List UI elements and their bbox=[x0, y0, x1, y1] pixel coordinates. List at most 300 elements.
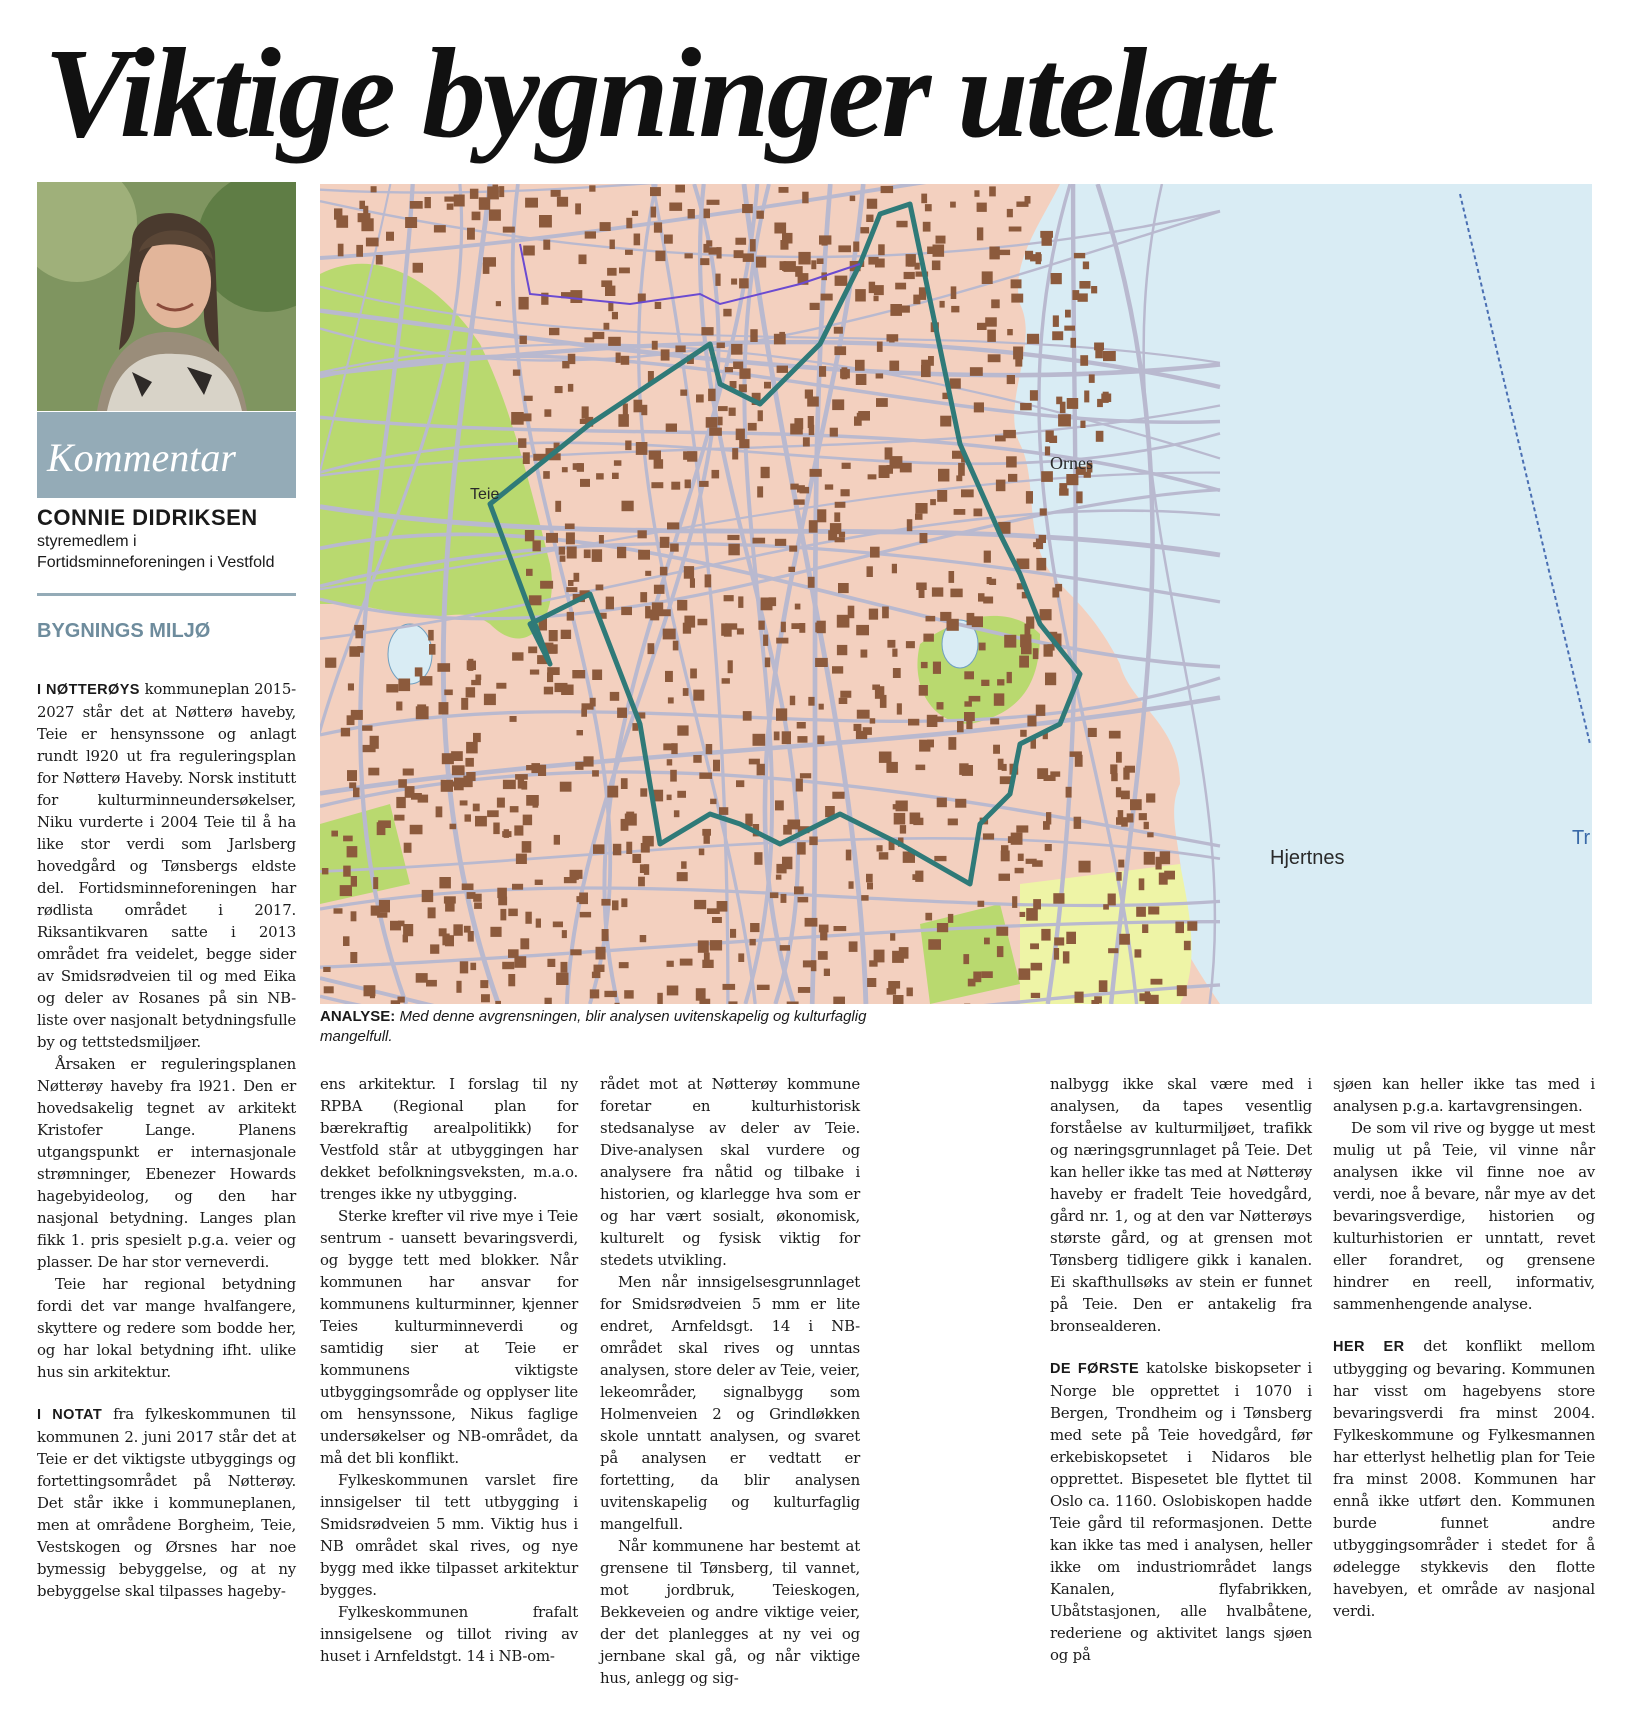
map-building bbox=[460, 961, 468, 973]
map-building bbox=[940, 301, 945, 308]
map-building bbox=[708, 389, 716, 401]
map-building bbox=[737, 628, 744, 634]
map-building bbox=[612, 900, 619, 910]
map-building bbox=[887, 465, 894, 474]
map-building bbox=[690, 578, 695, 588]
map-building bbox=[470, 189, 479, 199]
map-building bbox=[497, 888, 507, 898]
map-building bbox=[887, 640, 895, 648]
map-building bbox=[893, 804, 905, 809]
map-building bbox=[530, 670, 539, 675]
map-building bbox=[928, 939, 941, 950]
lead-in: I NOTAT bbox=[37, 1407, 103, 1423]
map-building bbox=[604, 323, 610, 330]
map-building bbox=[925, 204, 932, 211]
map-building bbox=[621, 607, 632, 615]
map-building bbox=[1094, 996, 1102, 1003]
kommentar-label: Kommentar bbox=[47, 435, 236, 480]
map-building bbox=[667, 759, 673, 765]
map-building bbox=[470, 963, 476, 970]
author-photo bbox=[37, 182, 296, 411]
map-building bbox=[887, 988, 897, 995]
map-building bbox=[725, 367, 733, 372]
map-building bbox=[912, 874, 920, 880]
map-building bbox=[948, 819, 958, 826]
map-building bbox=[576, 896, 585, 902]
caption-text: Med denne avgrensningen, blir analysen uvitenskapelig og kulturfaglig mangelfull. bbox=[320, 1008, 867, 1045]
map-building bbox=[731, 344, 742, 355]
map-building bbox=[763, 635, 768, 646]
map-building bbox=[1148, 907, 1159, 915]
map-building bbox=[797, 736, 807, 743]
map-building bbox=[667, 522, 679, 529]
map-building bbox=[819, 366, 826, 377]
map-building bbox=[937, 923, 948, 932]
map-building bbox=[815, 658, 828, 667]
map-building bbox=[696, 394, 704, 402]
map-building bbox=[799, 623, 805, 633]
map-building bbox=[568, 384, 573, 392]
map-building bbox=[667, 795, 672, 801]
map-building bbox=[825, 484, 833, 489]
map-building bbox=[350, 952, 357, 963]
map-building bbox=[567, 547, 577, 559]
map-building bbox=[363, 206, 368, 218]
map-building bbox=[870, 547, 880, 558]
map-building bbox=[1015, 868, 1024, 874]
map-building bbox=[592, 549, 602, 562]
map-building bbox=[480, 980, 488, 988]
map-building bbox=[615, 1003, 620, 1004]
map-building bbox=[840, 369, 850, 378]
map-building bbox=[800, 773, 811, 778]
paragraph-text: kommuneplan 2015-2027 står det at Nøtterø haveby, Teie er hensynssone og anlagt rundt l920 ut fra reguleringsplan for Nøtterø Haveby. Norsk institutt for kulturminneundersøkelser, Niku vurderte i 2004 Teie til å ha like stor verdi som Jarlsberg hovedgård og Tønsbergs eldste del. Fortidsminneforeningen har rødlista området i 2017. Riksantikvaren satte i 2013 området fra veidelet, begge sider av Smidsrødveien til og med Eika og deler av Rosanes på sin NB-liste over nasjonalt betydningsfulle by og tettstedsmiljøer. bbox=[37, 680, 296, 1051]
map-building bbox=[908, 719, 919, 726]
map-building bbox=[404, 843, 412, 853]
map-building bbox=[997, 679, 1004, 685]
map-building bbox=[930, 499, 936, 505]
map-building bbox=[725, 623, 737, 629]
map-building bbox=[1079, 861, 1091, 873]
map-building bbox=[738, 953, 744, 962]
map-building bbox=[739, 368, 750, 379]
map-building bbox=[1051, 273, 1062, 284]
map-building bbox=[522, 413, 532, 421]
map-building bbox=[453, 924, 462, 936]
map-building bbox=[994, 693, 1005, 705]
map-building bbox=[580, 912, 591, 918]
map-building bbox=[1139, 813, 1147, 820]
map-building bbox=[1041, 929, 1050, 941]
map-building bbox=[442, 934, 449, 946]
map-building bbox=[923, 634, 934, 642]
map-building bbox=[555, 386, 563, 393]
map-building bbox=[774, 334, 786, 345]
map-building bbox=[1027, 716, 1036, 727]
map-building bbox=[874, 285, 884, 295]
map-building bbox=[1040, 609, 1052, 620]
map-building bbox=[675, 185, 685, 193]
map-building bbox=[736, 429, 745, 441]
map-building bbox=[417, 704, 426, 712]
map-building bbox=[575, 203, 581, 214]
map-building bbox=[481, 994, 490, 1002]
map-building bbox=[322, 868, 329, 874]
map-building bbox=[888, 981, 900, 989]
author-portrait-illustration bbox=[37, 182, 296, 411]
map-building bbox=[991, 299, 1000, 308]
map-building bbox=[566, 532, 575, 544]
map-building bbox=[1036, 539, 1043, 550]
map-building bbox=[1053, 893, 1064, 904]
map-building bbox=[1089, 374, 1095, 383]
map-building bbox=[523, 246, 535, 256]
article-column-2 bbox=[320, 1073, 578, 1667]
map-building bbox=[761, 467, 770, 478]
map-building bbox=[535, 880, 543, 885]
map-building bbox=[858, 411, 870, 421]
map-building bbox=[834, 512, 840, 522]
map-building bbox=[938, 469, 949, 482]
map-building bbox=[861, 650, 868, 658]
map-building bbox=[987, 330, 996, 342]
map-building bbox=[547, 959, 555, 967]
map-building bbox=[1042, 234, 1052, 245]
map-building bbox=[434, 225, 446, 232]
map-building bbox=[351, 911, 357, 921]
map-building bbox=[916, 765, 926, 771]
map-building bbox=[963, 954, 969, 964]
map-building bbox=[559, 547, 565, 555]
map-building bbox=[677, 600, 687, 611]
map-building bbox=[707, 200, 720, 205]
map-building bbox=[808, 416, 814, 428]
map-building bbox=[989, 186, 996, 196]
map-building bbox=[683, 688, 689, 696]
map-building bbox=[1055, 584, 1062, 592]
map-building bbox=[784, 261, 796, 272]
map-building bbox=[655, 251, 665, 262]
map-building bbox=[985, 317, 997, 326]
map-building bbox=[950, 202, 956, 208]
map-building bbox=[561, 630, 571, 639]
map-building bbox=[920, 533, 928, 543]
map-building bbox=[794, 886, 804, 894]
map-building bbox=[1135, 949, 1142, 957]
paragraph: Årsaken er reguleringsplanen Nøtterøy haveby fra l921. Den er hovedsakelig tegnet av arkitekt Kristofer Lange. Planens utgangspunkt er internasjonale strømninger, Ebenezer Howards hagebyideolog, og den har nasjonal betydning. Langes plan fikk 1. pris spesielt p.g.a. veier og plasser. De har stor verneverdi. bbox=[37, 1055, 296, 1271]
map-building bbox=[621, 778, 628, 789]
map-building bbox=[622, 501, 634, 512]
map-building bbox=[323, 967, 330, 972]
map-building bbox=[565, 524, 575, 530]
map-building bbox=[574, 573, 580, 582]
map-building bbox=[808, 577, 815, 588]
map-building bbox=[398, 679, 410, 692]
map-building bbox=[596, 473, 604, 479]
map-building bbox=[835, 502, 846, 508]
map-building bbox=[817, 736, 824, 745]
map-building bbox=[1007, 375, 1015, 384]
map-building bbox=[834, 346, 846, 355]
map-building bbox=[990, 718, 999, 724]
map-building bbox=[602, 929, 609, 941]
map-building bbox=[376, 255, 383, 265]
map-building bbox=[876, 398, 888, 407]
map-building bbox=[583, 756, 593, 766]
map-building bbox=[601, 280, 612, 287]
map-building bbox=[977, 227, 983, 240]
map-building bbox=[429, 644, 436, 655]
map-label-ornes: Ornes bbox=[1050, 453, 1093, 473]
map-building bbox=[590, 989, 599, 998]
map-building bbox=[608, 337, 621, 346]
map-building bbox=[403, 769, 414, 776]
map-building bbox=[774, 732, 780, 741]
map-building bbox=[582, 406, 589, 418]
map-building bbox=[654, 585, 665, 594]
map-building bbox=[698, 940, 709, 952]
map-building bbox=[700, 258, 709, 265]
map-building bbox=[543, 471, 550, 479]
map-building bbox=[553, 922, 563, 928]
map-building bbox=[1011, 833, 1023, 845]
map-figure bbox=[320, 184, 1592, 1004]
map-building bbox=[1147, 832, 1153, 837]
map-building bbox=[1054, 937, 1064, 945]
map-building bbox=[979, 643, 986, 651]
map-building bbox=[707, 908, 720, 914]
map-building bbox=[1036, 558, 1046, 571]
map-building bbox=[370, 736, 379, 749]
map-building bbox=[420, 676, 433, 685]
map-building bbox=[503, 227, 515, 233]
map-building bbox=[562, 930, 567, 938]
map-building bbox=[651, 482, 663, 488]
map-building bbox=[886, 762, 898, 773]
map-building bbox=[1054, 948, 1059, 960]
map-building bbox=[796, 779, 803, 792]
map-building bbox=[817, 258, 824, 264]
map-building bbox=[1020, 912, 1026, 917]
map-building bbox=[442, 753, 454, 764]
map-building bbox=[496, 301, 501, 306]
map-building bbox=[614, 460, 622, 466]
map-building bbox=[638, 550, 650, 560]
map-building bbox=[736, 780, 744, 787]
map-building bbox=[362, 725, 372, 730]
map-building bbox=[616, 353, 621, 363]
map-building bbox=[867, 566, 873, 577]
map-building bbox=[540, 581, 553, 589]
map-building bbox=[1065, 310, 1071, 318]
map-building bbox=[683, 451, 695, 460]
map-building bbox=[718, 406, 728, 411]
paragraph-text: fra fylkeskommunen til kommunen 2. juni 2017 står det at Teie er det viktigste utbyggings og fortettingsområdet på Nøtterøy. Det står ikke i kommuneplanen, men at områdene Borgheim, Teie, Vestskogen og Ørsnes har noe bymessig bebyggelse, og at ny bebyggelse skal tilpasses hageby- bbox=[37, 1405, 296, 1600]
map-building bbox=[510, 806, 519, 812]
map-building bbox=[343, 936, 350, 946]
map-building bbox=[465, 779, 472, 787]
map-building bbox=[1150, 995, 1159, 1004]
map-building bbox=[336, 215, 348, 227]
map-building bbox=[1094, 343, 1104, 351]
map-building bbox=[875, 686, 884, 699]
map-building bbox=[893, 668, 901, 678]
map-building bbox=[981, 971, 993, 978]
map-building bbox=[970, 367, 983, 376]
map-building bbox=[1020, 403, 1032, 410]
map-building bbox=[561, 962, 568, 973]
author-name: CONNIE DIDRIKSEN bbox=[37, 505, 258, 530]
map-building bbox=[764, 382, 771, 389]
map-building bbox=[761, 598, 773, 611]
map-building bbox=[1139, 878, 1145, 890]
map-building bbox=[921, 662, 928, 668]
map-building bbox=[1067, 398, 1079, 409]
map-building bbox=[464, 926, 471, 933]
map-building bbox=[706, 417, 718, 428]
map-building bbox=[557, 197, 568, 207]
map-building bbox=[934, 856, 946, 861]
map-building bbox=[1064, 326, 1075, 331]
map-building bbox=[999, 250, 1011, 255]
map-building bbox=[394, 815, 404, 821]
map-building bbox=[512, 652, 523, 660]
map-building bbox=[640, 592, 647, 602]
map-building bbox=[854, 724, 862, 731]
map-building bbox=[649, 451, 661, 460]
map-building bbox=[572, 670, 585, 678]
map-building bbox=[604, 991, 617, 997]
map-building bbox=[869, 609, 878, 620]
map-building bbox=[567, 612, 574, 621]
map-building bbox=[728, 1001, 737, 1004]
map-building bbox=[1116, 787, 1121, 797]
map-building bbox=[605, 286, 615, 296]
map-building bbox=[1074, 253, 1085, 258]
map-building bbox=[468, 659, 473, 671]
map-building bbox=[456, 981, 461, 993]
map-building bbox=[654, 459, 664, 469]
map-building bbox=[855, 289, 866, 301]
map-building bbox=[894, 813, 906, 825]
map-building bbox=[748, 423, 757, 431]
map-building bbox=[710, 940, 722, 950]
map-building bbox=[889, 336, 895, 343]
map-building bbox=[651, 207, 657, 218]
map-building bbox=[680, 390, 687, 396]
map-building bbox=[832, 666, 843, 673]
map-building bbox=[353, 788, 360, 798]
map-building bbox=[964, 701, 972, 706]
map-building bbox=[758, 410, 763, 421]
map-building bbox=[724, 595, 734, 601]
map-building bbox=[1091, 286, 1097, 293]
paragraph: Fylkeskommunen varslet fire innsigelser til tett utbygging i Smidsrødveien 5 mm. Viktig hus i NB området skal rives, og nye bygg med ikke tilpasset arkitektur bygges. bbox=[320, 1471, 578, 1599]
map-building bbox=[503, 780, 516, 789]
map-building bbox=[849, 881, 854, 889]
map-building bbox=[915, 503, 927, 514]
map-building bbox=[524, 396, 533, 401]
map-building bbox=[948, 914, 953, 923]
map-building bbox=[840, 691, 851, 698]
map-building bbox=[425, 197, 431, 208]
map-building bbox=[554, 835, 560, 845]
map-building bbox=[1019, 968, 1031, 980]
map-building bbox=[867, 199, 877, 209]
map-building bbox=[549, 328, 559, 335]
map-building bbox=[518, 438, 526, 448]
map-building bbox=[529, 595, 542, 605]
map-building bbox=[895, 283, 906, 290]
map-building bbox=[573, 463, 583, 470]
paragraph: Fylkeskommunen frafalt innsigelsene og tillot riving av huset i Arnfeldstgt. 14 i NB-om- bbox=[320, 1603, 578, 1665]
map-building bbox=[1058, 414, 1071, 426]
map-building bbox=[783, 825, 792, 835]
map-building bbox=[560, 782, 572, 792]
map-building bbox=[757, 985, 770, 990]
map-building bbox=[467, 228, 475, 240]
map-building bbox=[794, 499, 805, 504]
map-building bbox=[964, 671, 974, 679]
map-building bbox=[782, 731, 791, 744]
map-building bbox=[1027, 334, 1039, 344]
map-building bbox=[1136, 907, 1146, 917]
map-building bbox=[955, 799, 966, 808]
map-building bbox=[526, 795, 539, 806]
map-building bbox=[877, 342, 883, 352]
map-building bbox=[348, 683, 354, 690]
map-building bbox=[525, 912, 531, 924]
map-building bbox=[1111, 773, 1118, 781]
caption-label: ANALYSE: bbox=[320, 1008, 396, 1025]
map-building bbox=[634, 400, 643, 413]
lead-in: I NØTTERØYS bbox=[37, 682, 140, 698]
map-building bbox=[819, 704, 824, 710]
map-building bbox=[916, 583, 927, 591]
map-building bbox=[728, 660, 733, 673]
map-building bbox=[776, 638, 788, 644]
map-building bbox=[818, 951, 828, 960]
map-building bbox=[428, 630, 434, 641]
map-building bbox=[897, 703, 902, 714]
map-building bbox=[881, 186, 894, 193]
map-building bbox=[882, 607, 889, 619]
map-building bbox=[561, 685, 574, 696]
map-building bbox=[743, 711, 752, 721]
map-building bbox=[977, 323, 987, 330]
map-building bbox=[645, 571, 651, 576]
map-building bbox=[418, 795, 429, 803]
map-building bbox=[349, 782, 356, 788]
map-building bbox=[454, 778, 464, 791]
map-building bbox=[522, 841, 532, 853]
map-building bbox=[379, 900, 390, 913]
map-building bbox=[866, 874, 873, 883]
map-building bbox=[809, 837, 817, 846]
map-building bbox=[919, 287, 926, 300]
map-building bbox=[520, 938, 529, 949]
map-building bbox=[1146, 793, 1155, 802]
map-building bbox=[1059, 488, 1069, 495]
map-building bbox=[987, 577, 992, 584]
map-building bbox=[493, 823, 499, 835]
map-building bbox=[696, 988, 706, 1001]
map-building bbox=[969, 696, 981, 702]
map-building bbox=[997, 946, 1004, 957]
map-building bbox=[484, 694, 496, 705]
map-building bbox=[722, 678, 730, 684]
map-building bbox=[989, 247, 999, 260]
